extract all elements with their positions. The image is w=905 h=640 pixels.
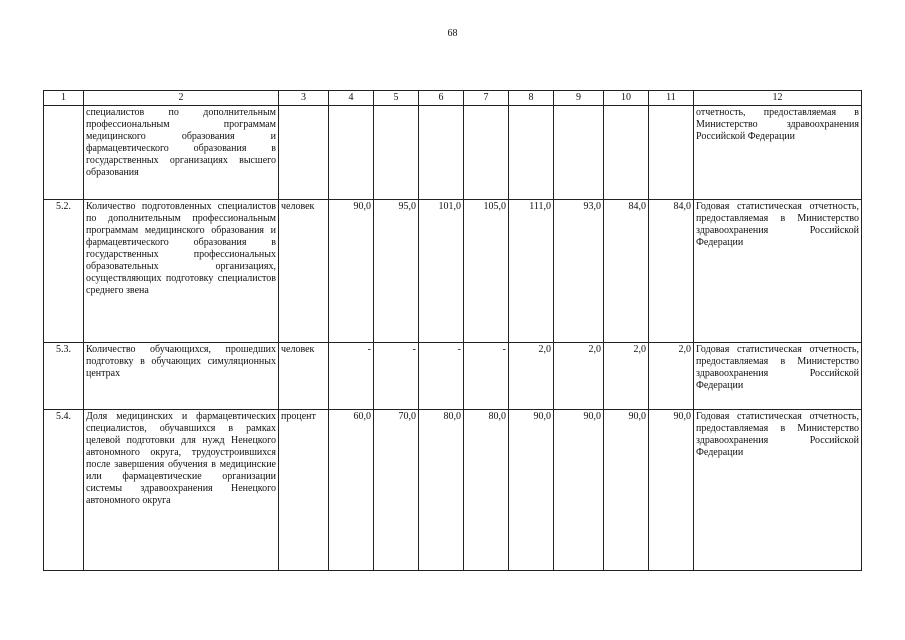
column-header: 6 <box>419 91 464 106</box>
table-row <box>44 343 862 410</box>
unit-cell: процент <box>279 410 329 571</box>
value-cell: 2,0 <box>604 343 649 410</box>
indicator-name-cell: Количество подготовленных специалистов по дополнительным профессиональным программам медицинского образования и фармацевтического образования в государственных профессиональных образовательных организациях, осуществляющих подготовку специалистов среднего звена <box>84 200 279 343</box>
value-cell <box>509 106 554 200</box>
column-header: 9 <box>554 91 604 106</box>
value-cell: - <box>374 343 419 410</box>
source-cell: отчетность, предоставляемая в Министерство здравоохранения Российской Федерации <box>694 106 862 200</box>
value-cell: 60,0 <box>329 410 374 571</box>
column-header: 1 <box>44 91 84 106</box>
value-cell: 90,0 <box>329 200 374 343</box>
value-cell <box>419 106 464 200</box>
value-cell: 84,0 <box>649 200 694 343</box>
value-cell <box>649 106 694 200</box>
indicator-name-cell: Доля медицинских и фармацевтических специалистов, обучавшихся в рамках целевой подготовки для нужд Ненецкого автономного округа, трудоустроившихся после завершения обучения в медицинские или фармацевтические организации системы здравоохранения Ненецкого автономного округа <box>84 410 279 571</box>
source-cell: Годовая статистическая отчетность, предоставляемая в Министерство здравоохранения Российской Федерации <box>694 343 862 410</box>
indicator-name-cell: специалистов по дополнительным профессиональным программам медицинского образования и фармацевтического образования в государственных организациях высшего образования <box>84 106 279 200</box>
column-header: 11 <box>649 91 694 106</box>
table-row <box>44 200 862 343</box>
value-cell: 101,0 <box>419 200 464 343</box>
value-cell: 80,0 <box>419 410 464 571</box>
value-cell: 90,0 <box>604 410 649 571</box>
unit-cell <box>279 106 329 200</box>
value-cell: - <box>464 343 509 410</box>
row-number-cell: 5.4. <box>44 410 84 571</box>
unit-cell: человек <box>279 343 329 410</box>
value-cell <box>604 106 649 200</box>
row-number-cell <box>44 106 84 200</box>
table-row <box>44 106 862 200</box>
value-cell: 90,0 <box>509 410 554 571</box>
source-cell: Годовая статистическая отчетность, предоставляемая в Министерство здравоохранения Российской Федерации <box>694 200 862 343</box>
column-header: 8 <box>509 91 554 106</box>
indicators-table <box>43 90 862 571</box>
unit-cell: человек <box>279 200 329 343</box>
value-cell: 95,0 <box>374 200 419 343</box>
table-header-row <box>44 91 862 106</box>
column-header: 10 <box>604 91 649 106</box>
value-cell: - <box>329 343 374 410</box>
value-cell <box>554 106 604 200</box>
column-header: 4 <box>329 91 374 106</box>
column-header: 7 <box>464 91 509 106</box>
column-header: 3 <box>279 91 329 106</box>
value-cell: 93,0 <box>554 200 604 343</box>
value-cell <box>329 106 374 200</box>
value-cell: 70,0 <box>374 410 419 571</box>
column-header: 2 <box>84 91 279 106</box>
value-cell: 90,0 <box>554 410 604 571</box>
row-number-cell: 5.3. <box>44 343 84 410</box>
value-cell: 90,0 <box>649 410 694 571</box>
source-cell: Годовая статистическая отчетность, предоставляемая в Министерство здравоохранения Российской Федерации <box>694 410 862 571</box>
value-cell: 105,0 <box>464 200 509 343</box>
value-cell <box>374 106 419 200</box>
column-header: 12 <box>694 91 862 106</box>
table-row <box>44 410 862 571</box>
indicator-name-cell: Количество обучающихся, прошедших подготовку в обучающих симуляционных центрах <box>84 343 279 410</box>
value-cell: 2,0 <box>554 343 604 410</box>
column-header: 5 <box>374 91 419 106</box>
value-cell: 80,0 <box>464 410 509 571</box>
row-number-cell: 5.2. <box>44 200 84 343</box>
value-cell: 2,0 <box>509 343 554 410</box>
value-cell: 2,0 <box>649 343 694 410</box>
value-cell: - <box>419 343 464 410</box>
page-number: 68 <box>447 28 458 39</box>
value-cell: 111,0 <box>509 200 554 343</box>
value-cell <box>464 106 509 200</box>
value-cell: 84,0 <box>604 200 649 343</box>
